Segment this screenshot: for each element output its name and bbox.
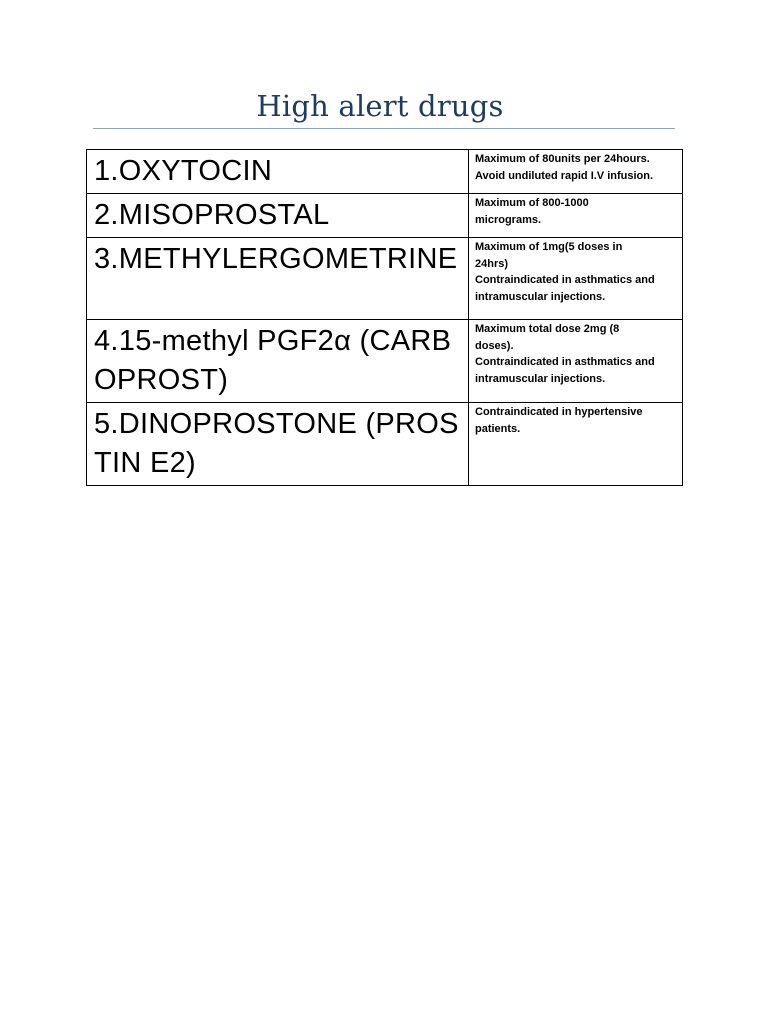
drug-note: Maximum total dose 2mg (8 doses). Contraindicated in asthmatics and intramuscular injections.: [475, 323, 655, 385]
drug-name-cell: [87, 194, 469, 238]
drug-note-cell: [469, 320, 683, 403]
drug-note-cell: [469, 150, 683, 194]
drug-name: 5.DINOPROSTONE (PROSTIN E2): [94, 408, 459, 479]
drug-name-cell: [87, 403, 469, 486]
drug-note-cell: [469, 403, 683, 486]
drug-name-cell: [87, 238, 469, 320]
table-row: [87, 320, 683, 403]
drug-note-cell: [469, 238, 683, 320]
table-row: [87, 403, 683, 486]
drug-name: 2.MISOPROSTAL: [94, 199, 330, 231]
drug-note-cell: [469, 194, 683, 238]
table-row: [87, 194, 683, 238]
table-row: [87, 150, 683, 194]
table-row: [87, 238, 683, 320]
drug-name: 1.OXYTOCIN: [94, 155, 273, 187]
drug-name: 3.METHYLERGOMETRINE: [94, 243, 458, 275]
drug-note: Maximum of 80units per 24hours. Avoid undiluted rapid I.V infusion.: [475, 153, 654, 182]
high-alert-drugs-table: [86, 149, 683, 486]
drug-note: Contraindicated in hypertensive patients.: [475, 406, 643, 435]
drug-note: Maximum of 1mg(5 doses in 24hrs) Contraindicated in asthmatics and intramuscular injections.: [475, 241, 655, 303]
drug-name: 4.15-methyl PGF2α (CARBOPROST): [94, 325, 452, 396]
drug-name-cell: [87, 150, 469, 194]
page-title: High alert drugs: [256, 89, 504, 123]
drug-note: Maximum of 800-1000 micrograms.: [475, 197, 589, 226]
drug-name-cell: [87, 320, 469, 403]
title-underline: [93, 128, 675, 129]
